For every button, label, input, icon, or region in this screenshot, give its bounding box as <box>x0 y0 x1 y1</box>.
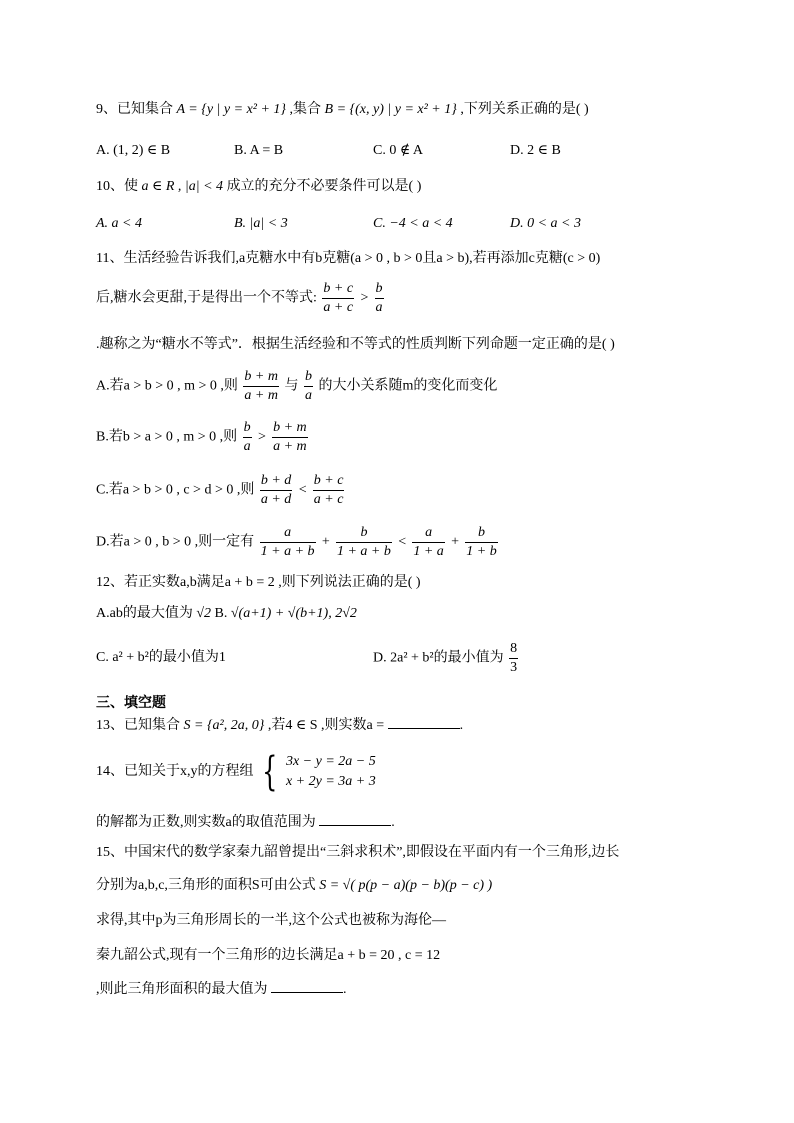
q9-stem-mid: ,集合 <box>289 102 322 117</box>
section-heading: 三、填空题 <box>96 695 166 711</box>
q14-equation-2: x + 2y = 3a + 3 <box>285 774 376 789</box>
q11-option-c: C.若a > b > 0 , c > d > 0 ,则 $\frac{b + d}{a + d}$ < $\frac{b + c}{a + c}$ <box>96 473 344 507</box>
q11-option-d-fraction-2: $\frac{b}{1 + a + b}$ <box>336 525 391 559</box>
q11-line1: 11、生活经验告诉我们,a克糖水中有b克糖(a > 0 , b > 0且a > b),若再添加c克糖(c > 0) <box>96 251 601 266</box>
q14-line2 <box>96 811 395 833</box>
q12-option-a: A.ab的最大值为 <box>96 606 193 621</box>
q11-option-a-fraction-1: $\frac{b + m}{a + m}$ <box>244 369 278 403</box>
q13-stem-mid: ,若4 ∈ S ,则实数a = <box>267 718 385 733</box>
q11-ineq-right-fraction: $\frac{b}{a}$ <box>375 281 383 315</box>
q15-line5 <box>96 978 347 1000</box>
q9-set-a: A = {y | y = x² + 1} <box>176 102 287 117</box>
q11-option-a-fraction-2: $\frac{b}{a}$ <box>304 369 312 403</box>
q10-option-d: D. 0 < a < 3 <box>510 216 582 231</box>
q11-line2: 后,糖水会更甜,于是得出一个不等式: $\frac{b + c}{a + c}$ > $\frac{b}{a}$ <box>96 281 383 315</box>
q12-option-a-value: √2 <box>196 606 212 621</box>
q15-line4: 秦九韶公式,现有一个三角形的边长满足a + b = 20 , c = 12 <box>96 948 441 963</box>
q15-line1: 15、中国宋代的数学家秦九韶曾提出“三斜求积术”,即假设在平面内有一个三角形,边长 <box>96 845 620 860</box>
q14-stem-start: 14、已知关于x,y的方程组 <box>96 764 254 779</box>
q15-line2 <box>96 876 492 896</box>
q14-stem <box>96 749 376 795</box>
q9-stem-start: 9、已知集合 <box>96 102 173 117</box>
q11-option-c-fraction-1: $\frac{b + d}{a + d}$ <box>260 473 292 507</box>
q9-option-b: B. A = B <box>234 143 284 158</box>
q10-stem <box>96 177 421 197</box>
q10-stem-end: 成立的充分不必要条件可以是( ) <box>226 179 422 194</box>
q11-option-b-pre: B.若b > a > 0 , m > 0 ,则 <box>96 429 238 445</box>
q11-ineq-left-fraction: $\frac{b + c}{a + c}$ <box>323 281 354 315</box>
q9-option-c: C. 0 ∉ A <box>373 143 424 158</box>
q11-line2-text: 后,糖水会更甜,于是得出一个不等式: <box>96 290 317 306</box>
q15-answer-blank[interactable] <box>271 978 343 993</box>
q10-option-b: B. |a| < 3 <box>234 216 288 231</box>
q14-equation-1: 3x − y = 2a − 5 <box>285 754 376 769</box>
q11-option-a-post: 的大小关系随m的变化而变化 <box>318 378 498 394</box>
q9-stem-end: ,下列关系正确的是( ) <box>460 102 589 117</box>
q11-option-c-fraction-2: $\frac{b + c}{a + c}$ <box>313 473 344 507</box>
q13-end: . <box>459 718 464 733</box>
q12-stem: 12、若正实数a,b满足a + b = 2 ,则下列说法正确的是( ) <box>96 575 421 590</box>
q11-option-c-pre: C.若a > b > 0 , c > d > 0 ,则 <box>96 482 255 498</box>
q14-answer-blank[interactable] <box>319 811 391 826</box>
q14-end: . <box>391 815 395 830</box>
q11-option-d-pre: D.若a > 0 , b > 0 ,则一定有 <box>96 534 255 550</box>
q11-option-d-fraction-4: $\frac{b}{1 + b}$ <box>466 525 497 559</box>
q10-condition: a ∈ R , |a| < 4 <box>141 179 224 194</box>
q12-option-d-fraction: $\frac{8}{3}$ <box>510 641 518 675</box>
q11-option-d-fraction-1: $\frac{a}{1 + a + b}$ <box>260 525 315 559</box>
q12-option-d <box>373 640 520 677</box>
q10-stem-start: 10、使 <box>96 179 138 194</box>
q12-option-d-pre: D. 2a² + b²的最小值为 <box>373 650 504 666</box>
q12-option-b: B. <box>214 606 228 621</box>
q11-option-a <box>96 368 497 405</box>
q12-option-b-expr: √(a+1) + √(b+1), 2√2 <box>230 606 357 621</box>
q14-line2-text: 的解都为正数,则实数a的取值范围为 <box>96 815 316 830</box>
q12-options-ab <box>96 604 357 624</box>
q11-option-d-fraction-3: $\frac{a}{1 + a}$ <box>413 525 444 559</box>
q11-option-a-mid: 与 <box>284 378 299 394</box>
q13-set: S = {a², 2a, 0} <box>183 718 265 733</box>
q11-option-a-pre: A.若a > b > 0 , m > 0 ,则 <box>96 378 238 394</box>
q11-option-b: B.若b > a > 0 , m > 0 ,则 $\frac{b}{a}$ > $\frac{b + m}{a + m}$ <box>96 420 307 454</box>
q9-option-a: A. (1, 2) ∈ B <box>96 143 171 158</box>
q10-option-a: A. a < 4 <box>96 216 142 231</box>
q11-option-b-fraction-2: $\frac{b + m}{a + m}$ <box>273 420 307 454</box>
q10-option-c: C. −4 < a < 4 <box>373 216 453 231</box>
q15-line3: 求得,其中p为三角形周长的一半,这个公式也被称为海伦— <box>96 913 446 928</box>
q15-formula: S = √( p(p − a)(p − b)(p − c) ) <box>319 878 493 893</box>
q13-answer-blank[interactable] <box>388 714 460 729</box>
brace-icon: { <box>262 749 278 795</box>
q11-line3: .趣称之为“糖水不等式”．根据生活经验和不等式的性质判断下列命题一定正确的是( ) <box>96 337 615 352</box>
q13-stem-start: 13、已知集合 <box>96 718 180 733</box>
q9-option-d: D. 2 ∈ B <box>510 143 561 158</box>
q15-line2-text: 分别为a,b,c,三角形的面积S可由公式 <box>96 878 316 893</box>
q9-set-b: B = {(x, y) | y = x² + 1} <box>324 102 457 117</box>
q12-option-c: C. a² + b²的最小值为1 <box>96 650 226 665</box>
q13-stem <box>96 714 463 736</box>
q9-stem <box>96 100 589 120</box>
q15-line5-text: ,则此三角形面积的最大值为 <box>96 982 268 997</box>
q15-end: . <box>343 982 347 997</box>
q14-equation-system <box>286 752 376 792</box>
q11-option-b-fraction-1: $\frac{b}{a}$ <box>243 420 251 454</box>
q11-option-d: D.若a > 0 , b > 0 ,则一定有 $\frac{a}{1 + a + b}$ + $\frac{b}{1 + a + b}$ < $\frac{a}{1 + a}$ + $\frac{b}{1 + b}$ <box>96 525 497 559</box>
